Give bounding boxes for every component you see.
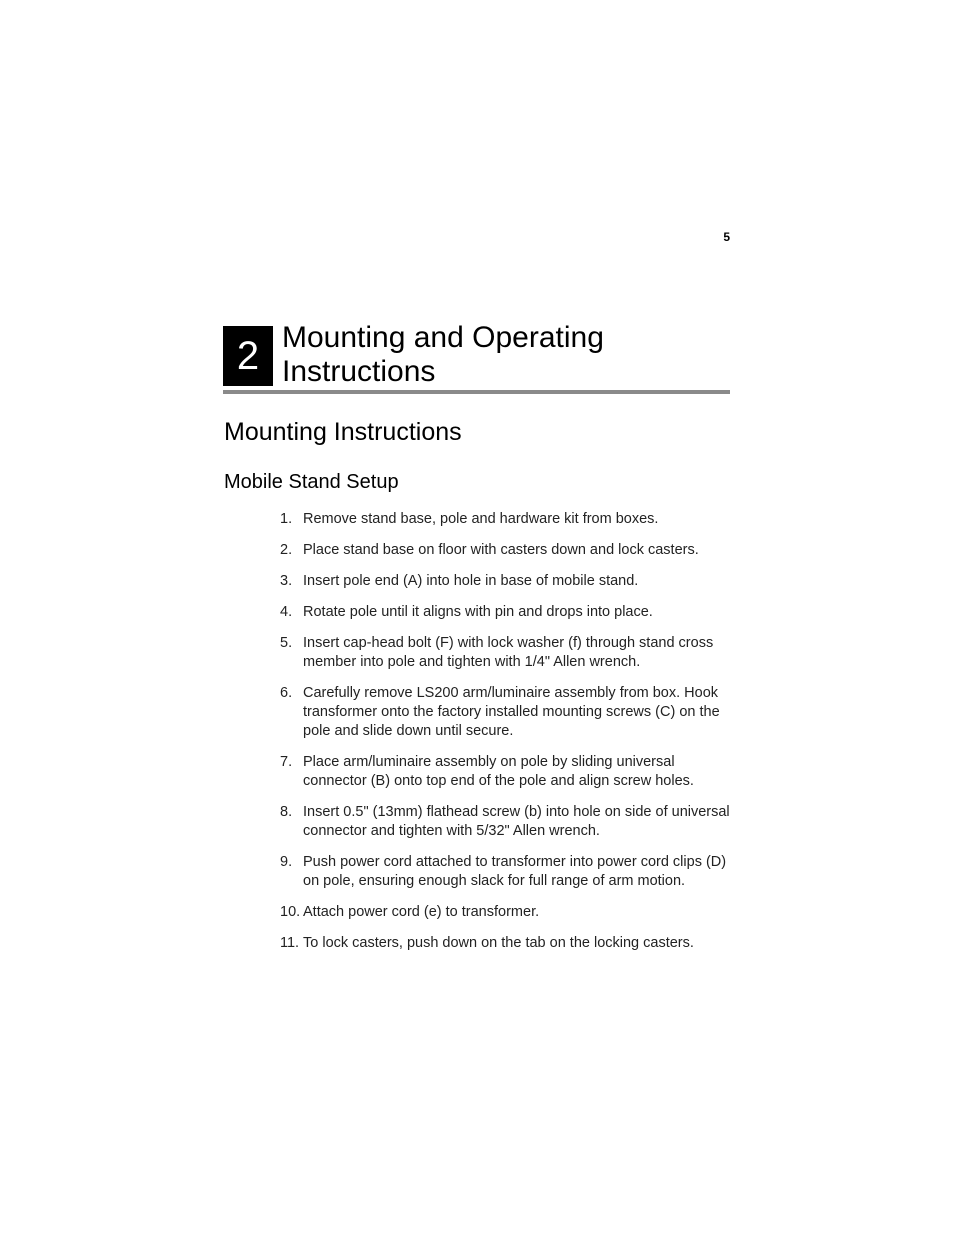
step-text: Place arm/luminaire assembly on pole by sliding universal connector (B) onto top end of the pole and align screw holes. (303, 754, 694, 789)
page-number: 5 (723, 230, 730, 244)
step-number: 11. (280, 935, 300, 951)
step-text: To lock casters, push down on the tab on the locking casters. (303, 935, 694, 951)
step-number: 3. (280, 573, 293, 589)
step-text: Rotate pole until it aligns with pin and drops into place. (303, 604, 653, 620)
step-item (280, 803, 735, 841)
step-item (280, 603, 735, 622)
step-number: 4. (280, 604, 293, 620)
step-number: 1. (280, 511, 293, 527)
step-item (280, 853, 735, 891)
step-item (280, 903, 735, 922)
step-number: 2. (280, 542, 293, 558)
step-number: 10. (280, 904, 301, 920)
step-text: Push power cord attached to transformer into power cord clips (D) on pole, ensuring enough slack for full range of arm motion. (303, 854, 727, 889)
section-title: Mounting Instructions (224, 418, 462, 446)
step-text: Place stand base on floor with casters down and lock casters. (303, 542, 699, 558)
steps-list (280, 510, 735, 965)
step-text: Insert pole end (A) into hole in base of mobile stand. (303, 573, 639, 589)
step-text: Carefully remove LS200 arm/luminaire assembly from box. Hook transformer onto the factory installed mounting screws (C) on the pole and slide down until secure. (303, 685, 720, 739)
chapter-header (223, 321, 730, 396)
chapter-number-badge: 2 (223, 326, 273, 386)
step-item (280, 634, 735, 672)
step-item (280, 684, 735, 741)
step-item (280, 934, 735, 953)
chapter-divider (223, 390, 730, 394)
step-text: Remove stand base, pole and hardware kit from boxes. (303, 511, 659, 527)
step-number: 8. (280, 804, 293, 820)
step-item (280, 572, 735, 591)
chapter-title-line2: Instructions (282, 355, 436, 388)
step-item (280, 541, 735, 560)
chapter-title-line1: Mounting and Operating (282, 321, 604, 354)
step-number: 5. (280, 635, 293, 651)
step-text: Insert 0.5" (13mm) flathead screw (b) into hole on side of universal connector and tighten with 5/32" Allen wrench. (303, 804, 730, 839)
step-number: 6. (280, 685, 293, 701)
step-item (280, 510, 735, 529)
chapter-title (282, 321, 604, 389)
step-number: 7. (280, 754, 293, 770)
step-text: Attach power cord (e) to transformer. (303, 904, 540, 920)
subsection-title: Mobile Stand Setup (224, 471, 399, 493)
step-number: 9. (280, 854, 293, 870)
step-text: Insert cap-head bolt (F) with lock washer (f) through stand cross member into pole and tighten with 1/4" Allen wrench. (303, 635, 714, 670)
step-item (280, 753, 735, 791)
